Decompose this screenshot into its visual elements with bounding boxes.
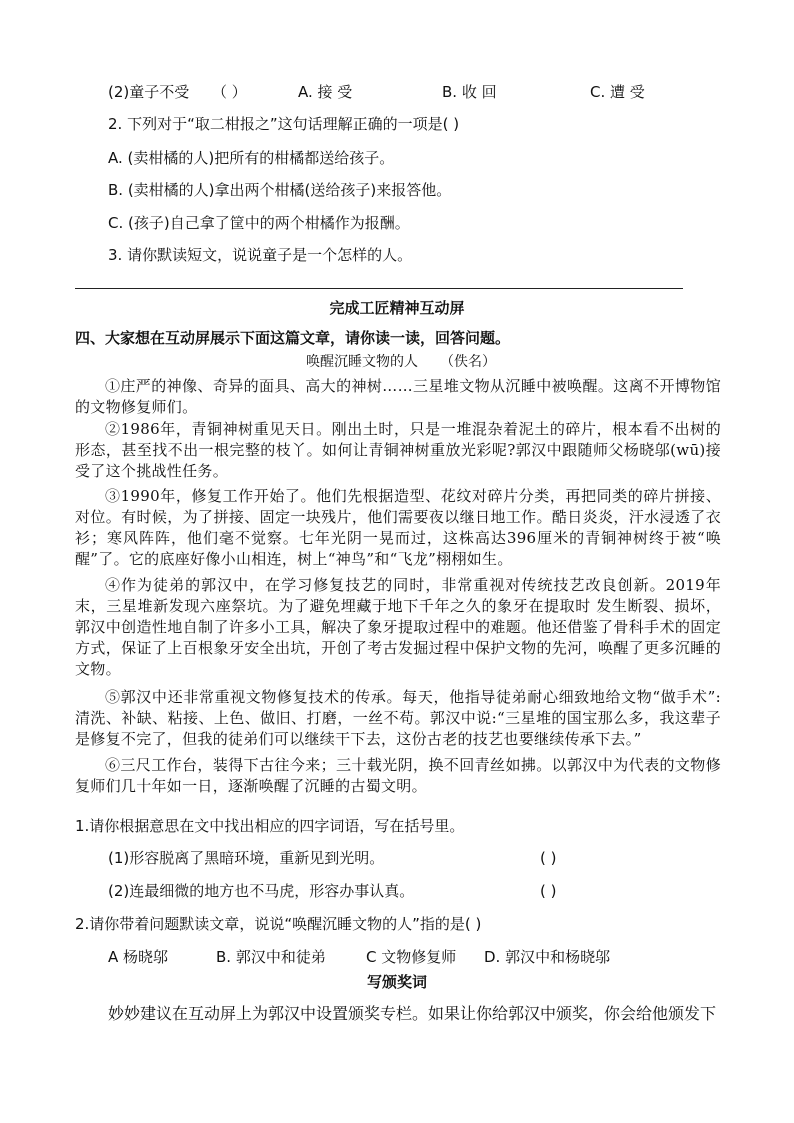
q1-2-option-b: B. 收 回 [442, 83, 497, 101]
article-paragraph-2: ②1986年，青铜神树重见天日。刚出土时，只是一堆混杂着泥土的碎片，根本看不出树的形态，甚至找不出一根完整的枝丫。如何让青铜神树重放光彩呢?郭汉中跟随师父杨晓邬(wū)接受了这个挑战性任务。 [75, 420, 721, 480]
q2-question: 2. 下列对于“取二柑报之”这句话理解正确的一项是( ) [108, 115, 460, 133]
q1-2-option-a: A. 接 受 [298, 83, 353, 101]
article-paragraph-3: ③1990年，修复工作开始了。他们先根据造型、花纹对碎片分类，再把同类的碎片拼接、对位。有时候，为了拼接、固定一块残片，他们需要夜以继日地工作。酷日炎炎，汗水浸透了衣衫；寒风阵阵，他们毫不觉察。七年光阴一晃而过，这株高达396厘米的青铜神树终于被“唤醒”了。它的底座好像小山相连，树上“神鸟”和“飞龙”栩栩如生。 [75, 487, 721, 568]
article-paragraph-6: ⑥三尺工作台，装得下古往今来；三十载光阴，换不回青丝如拂。以郭汉中为代表的文物修复师们几十年如一日，逐渐唤醒了沉睡的古蜀文明。 [75, 756, 721, 795]
question-1-2: (2)连最细微的地方也不马虎，形容办事认真。 [108, 882, 415, 900]
q3-question: 3. 请你默读短文，说说童子是一个怎样的人。 [108, 246, 413, 264]
question-2-option-b: B. 郭汉中和徒弟 [216, 948, 326, 966]
article-title: 唤醒沉睡文物的人 [306, 354, 418, 370]
section-divider [75, 288, 683, 289]
q2-option-c: C. (孩子)自己拿了筐中的两个柑橘作为报酬。 [108, 214, 410, 232]
question-2-option-c: C 文物修复师 [366, 948, 457, 966]
question-2-option-a: A 杨晓邬 [108, 948, 169, 966]
question-1-1-answer[interactable]: ( ) [540, 849, 557, 867]
article-paragraph-1: ①庄严的神像、奇异的面具、高大的神树……三星堆文物从沉睡中被唤醒。这离不开博物馆的文物修复师们。 [75, 377, 721, 416]
q2-option-b: B. (卖柑橘的人)拿出两个柑橘(送给孩子)来报答他。 [108, 181, 452, 199]
q1-2-label: (2)童子不受 [108, 83, 190, 101]
question-1: 1.请你根据意思在文中找出相应的四字词语，写在括号里。 [75, 817, 465, 835]
q2-option-a: A. (卖柑橘的人)把所有的柑橘都送给孩子。 [108, 149, 395, 167]
question-2: 2.请你带着问题默读文章，说说“唤醒沉睡文物的人”指的是( ) [75, 915, 482, 933]
article-paragraph-4: ④作为徒弟的郭汉中，在学习修复技艺的同时，非常重视对传统技艺改良创新。2019年末，三星堆新发现六座祭坑。为了避免埋藏于地下千年之久的象牙在提取时 发生断裂、损坏，郭汉中创造性地自制了许多小工具，解决了象牙提取过程中的难题。他还借鉴了骨科手术的固定方式，保证了上百根象牙安全出坑，开创了考古发掘过程中保护文物的先河，唤醒了更多沉睡的文物。 [75, 576, 721, 678]
question-1-2-answer[interactable]: ( ) [540, 882, 557, 900]
q1-2-option-c: C. 遭 受 [590, 83, 645, 101]
article-author: （佚名） [440, 354, 496, 370]
question-2-option-d: D. 郭汉中和杨晓邬 [484, 948, 611, 966]
article-paragraph-5: ⑤郭汉中还非常重视文物修复技术的传承。每天，他指导徒弟耐心细致地给文物“做手术”:清洗、补缺、粘接、上色、做旧、打磨，一丝不苟。郭汉中说:“三星堆的国宝那么多，我这辈子是修复不完了，但我的徒弟们可以继续干下去，这份古老的技艺也要继续传承下去。” [75, 688, 721, 748]
section-four-heading: 四、大家想在互动屏展示下面这篇文章，请你读一读，回答问题。 [75, 329, 511, 347]
section-title: 完成工匠精神互动屏 [329, 299, 465, 317]
award-title: 写颁奖词 [366, 973, 427, 991]
question-1-1: (1)形容脱离了黑暗环境，重新见到光明。 [108, 849, 385, 867]
award-text: 妙妙建议在互动屏上为郭汉中设置颁奖专栏。如果让你给郭汉中颁奖，你会给他颁发下 [108, 1004, 717, 1023]
q1-2-answer-paren[interactable]: （ ） [212, 83, 247, 101]
